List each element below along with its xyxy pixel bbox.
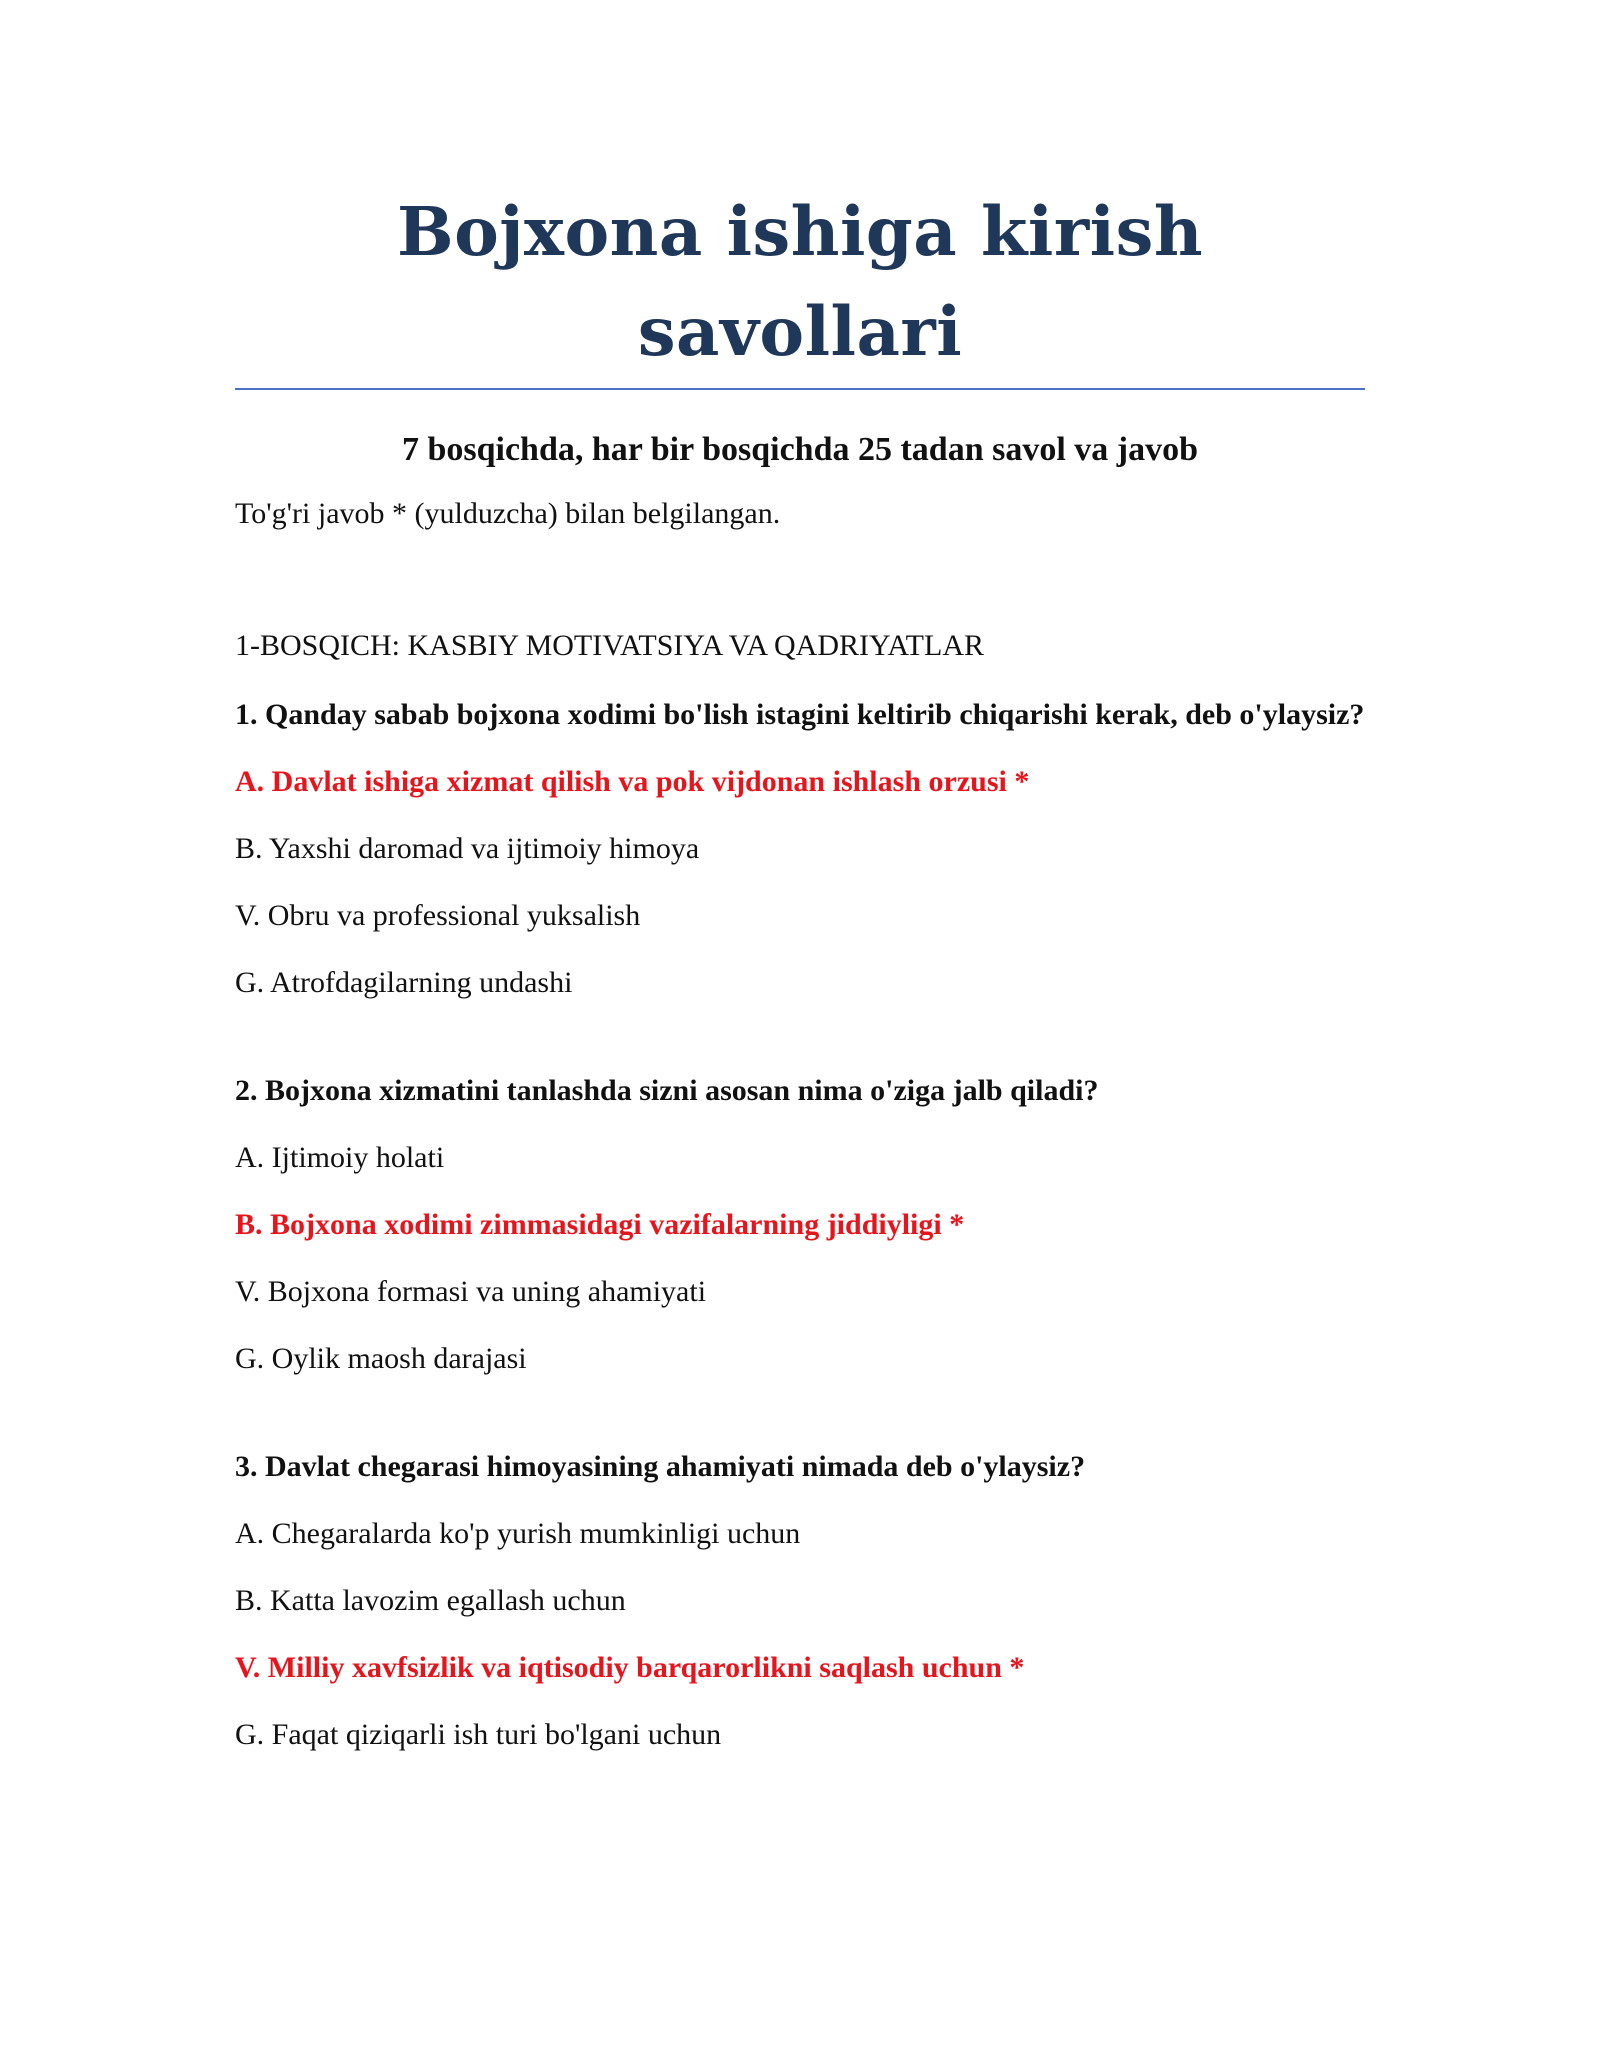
- answer-option-correct: V. Milliy xavfsizlik va iqtisodiy barqarorlikni saqlash uchun *: [235, 1651, 1025, 1684]
- answer-option: B. Yaxshi daromad va ijtimoiy himoya: [235, 832, 700, 865]
- answer-option: V. Bojxona formasi va uning ahamiyati: [235, 1275, 707, 1308]
- question-text: 2. Bojxona xizmatini tanlashda sizni asosan nima o'ziga jalb qiladi?: [235, 1074, 1099, 1107]
- answer-option: G. Oylik maosh darajasi: [235, 1342, 527, 1375]
- question-block-2: [235, 1070, 1365, 1380]
- section-heading: 1-BOSQICH: KASBIY MOTIVATSIYA VA QADRIYATLAR: [235, 629, 984, 662]
- answer-option: G. Atrofdagilarning undashi: [235, 966, 573, 999]
- answer-option: B. Katta lavozim egallash uchun: [235, 1584, 626, 1617]
- question-text: 1. Qanday sabab bojxona xodimi bo'lish istagini keltirib chiqarishi kerak, deb o'ylaysiz?: [235, 698, 1365, 731]
- document-content: [235, 182, 1365, 1756]
- question-block-1: [235, 694, 1365, 1004]
- answer-option: A. Ijtimoiy holati: [235, 1141, 445, 1174]
- document-subtitle: 7 bosqichda, har bir bosqichda 25 tadan savol va javob: [401, 431, 1199, 468]
- answer-key-note: To'g'ri javob * (yulduzcha) bilan belgilangan.: [235, 497, 781, 530]
- document-title: Bojxona ishiga kirish savollari: [235, 182, 1365, 390]
- answer-option-correct: A. Davlat ishiga xizmat qilish va pok vijdonan ishlash orzusi *: [235, 765, 1030, 798]
- answer-option-correct: B. Bojxona xodimi zimmasidagi vazifalarning jiddiyligi *: [235, 1208, 965, 1241]
- answer-option: V. Obru va professional yuksalish: [235, 899, 641, 932]
- answer-option: A. Chegaralarda ko'p yurish mumkinligi uchun: [235, 1517, 801, 1550]
- question-text: 3. Davlat chegarasi himoyasining ahamiyati nimada deb o'ylaysiz?: [235, 1450, 1086, 1483]
- answer-option: G. Faqat qiziqarli ish turi bo'lgani uchun: [235, 1718, 722, 1751]
- question-block-3: [235, 1446, 1365, 1756]
